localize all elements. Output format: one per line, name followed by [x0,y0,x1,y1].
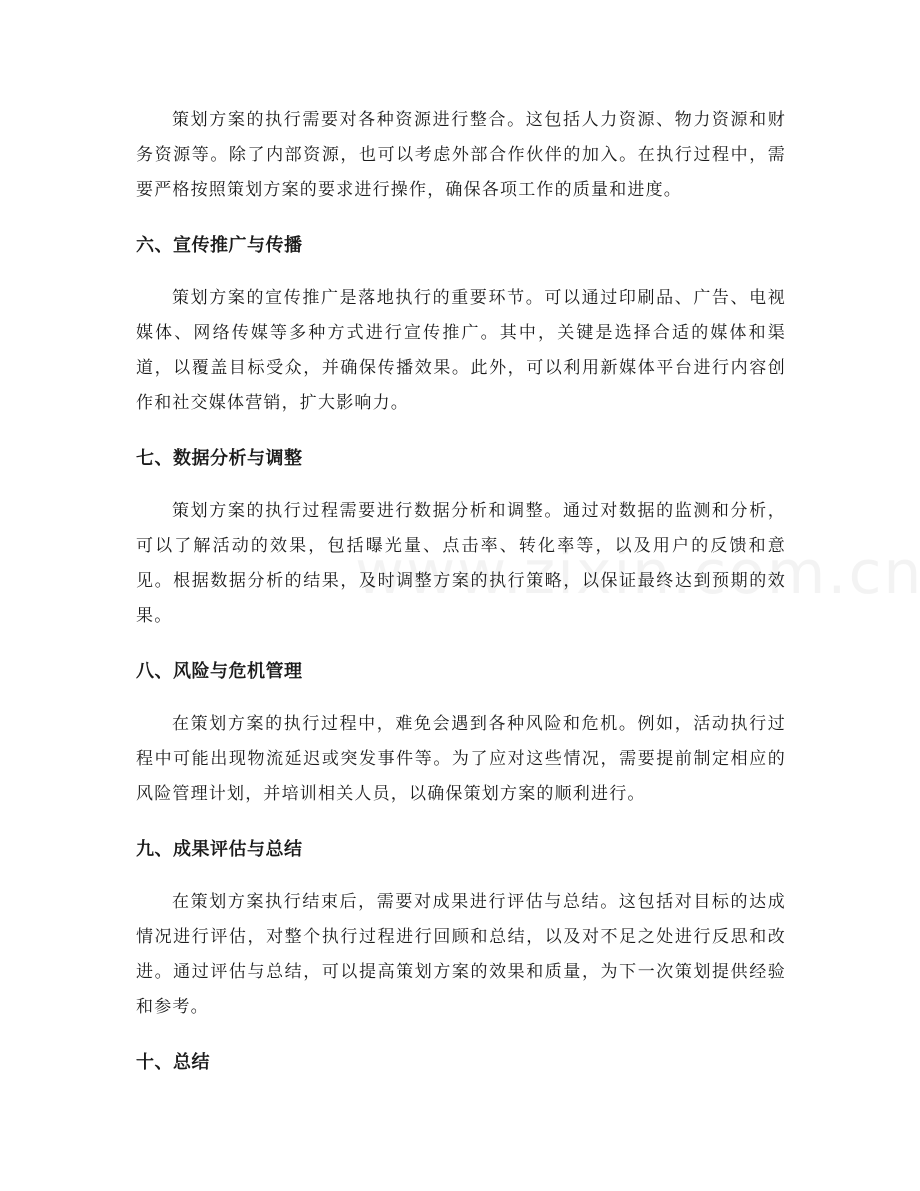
section-heading-10: 十、总结 [136,1052,210,1073]
section-paragraph-7: 策划方案的执行过程需要进行数据分析和调整。通过对数据的监测和分析，可以了解活动的效果，包括曝光量、点击率、转化率等，以及用户的反馈和意见。根据数据分析的结果，及时调整方案的执行策略，以保证最终达到预期的效果。 [136,501,786,626]
section-heading-6: 六、宣传推广与传播 [136,235,303,256]
section-heading-8: 八、风险与危机管理 [136,661,303,682]
section-paragraph-6: 策划方案的宣传推广是落地执行的重要环节。可以通过印刷品、广告、电视媒体、网络传媒等多种方式进行宣传推广。其中，关键是选择合适的媒体和渠道，以覆盖目标受众，并确保传播效果。此外，可以利用新媒体平台进行内容创作和社交媒体营销，扩大影响力。 [136,288,786,413]
section-paragraph-8: 在策划方案的执行过程中，难免会遇到各种风险和危机。例如，活动执行过程中可能出现物流延迟或突发事件等。为了应对这些情况，需要提前制定相应的风险管理计划，并培训相关人员，以确保策划方案的顺利进行。 [136,714,786,804]
section-heading-7: 七、数据分析与调整 [136,448,303,469]
section-heading-9: 九、成果评估与总结 [136,839,303,860]
document-body [136,103,786,1098]
intro-paragraph: 策划方案的执行需要对各种资源进行整合。这包括人力资源、物力资源和财务资源等。除了内部资源，也可以考虑外部合作伙伴的加入。在执行过程中，需要严格按照策划方案的要求进行操作，确保各项工作的质量和进度。 [136,110,786,200]
section-paragraph-9: 在策划方案执行结束后，需要对成果进行评估与总结。这包括对目标的达成情况进行评估，对整个执行过程进行回顾和总结，以及对不足之处进行反思和改进。通过评估与总结，可以提高策划方案的效果和质量，为下一次策划提供经验和参考。 [136,892,786,1017]
